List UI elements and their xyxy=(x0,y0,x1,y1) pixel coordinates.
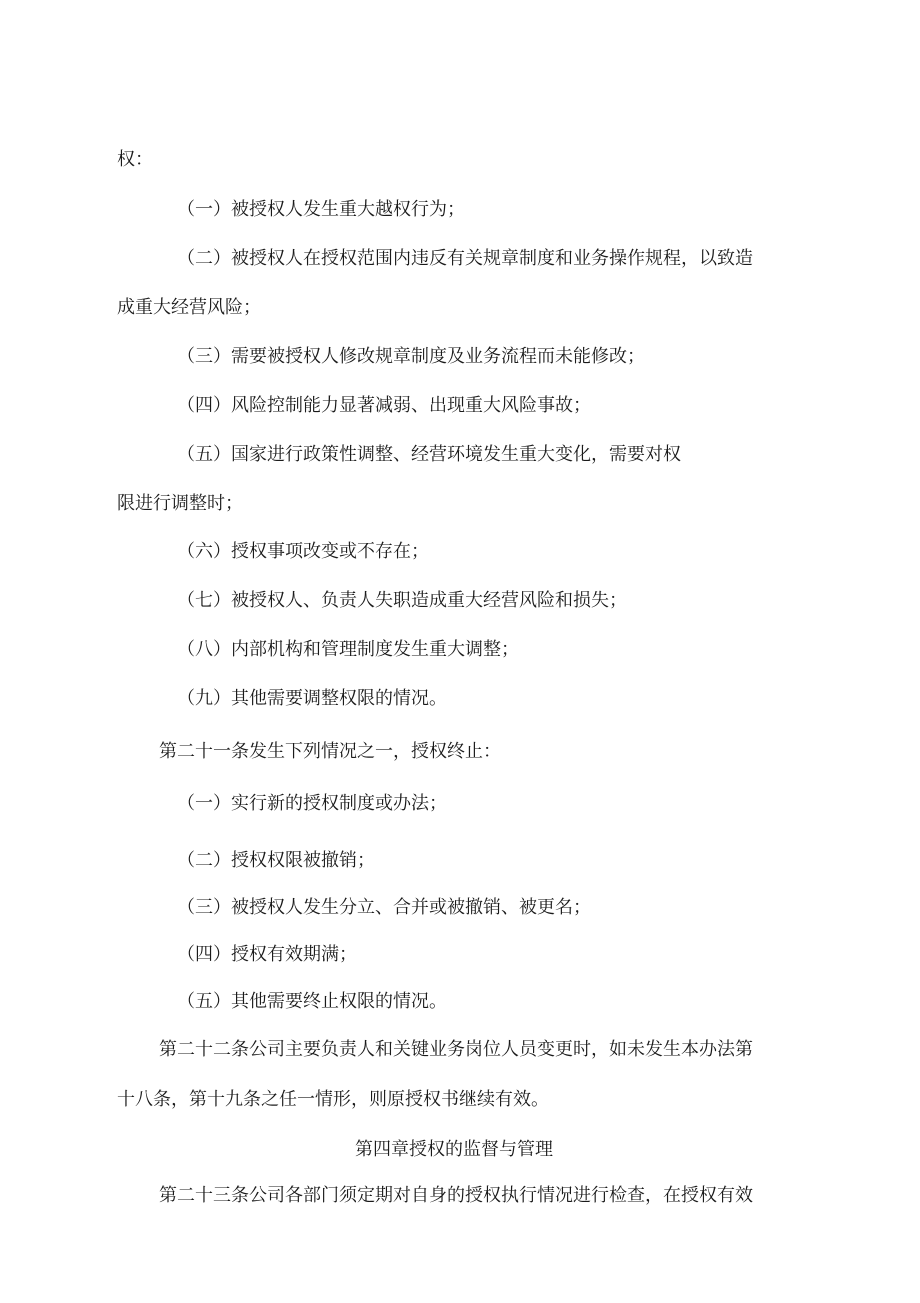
list-item: （七）被授权人、负责人失职造成重大经营风险和损失； xyxy=(177,590,627,611)
list-item: （八）内部机构和管理制度发生重大调整； xyxy=(177,639,519,660)
list-item: （五）国家进行政策性调整、经营环境发生重大变化，需要对权 xyxy=(177,444,681,465)
text-line: 限进行调整时； xyxy=(117,493,243,514)
text-line: 权： xyxy=(117,149,153,170)
list-item: （三）被授权人发生分立、合并或被撤销、被更名； xyxy=(177,897,591,918)
list-item: （四）风险控制能力显著减弱、出现重大风险事故； xyxy=(177,395,591,416)
list-item: （四）授权有效期满； xyxy=(177,944,357,965)
list-item: （三）需要被授权人修改规章制度及业务流程而未能修改； xyxy=(177,346,645,367)
list-item: （六）授权事项改变或不存在； xyxy=(177,541,429,562)
list-item: （二）授权权限被撤销； xyxy=(177,850,375,871)
list-item: （二）被授权人在授权范围内违反有关规章制度和业务操作规程，以致造 xyxy=(177,248,753,269)
article-paragraph: 第二十二条公司主要负责人和关键业务岗位人员变更时，如未发生本办法第 xyxy=(159,1039,753,1060)
list-item: （一）被授权人发生重大越权行为； xyxy=(177,199,465,220)
text-line: 十八条，第十九条之任一情形，则原授权书继续有效。 xyxy=(117,1089,549,1110)
chapter-heading: 第四章授权的监督与管理 xyxy=(355,1139,553,1160)
list-item: （九）其他需要调整权限的情况。 xyxy=(177,688,447,709)
text-line: 成重大经营风险； xyxy=(117,297,261,318)
article-paragraph: 第二十三条公司各部门须定期对自身的授权执行情况进行检查，在授权有效 xyxy=(159,1185,753,1206)
list-item: （五）其他需要终止权限的情况。 xyxy=(177,991,447,1012)
list-item: （一）实行新的授权制度或办法； xyxy=(177,793,447,814)
article-paragraph: 第二十一条发生下列情况之一，授权终止： xyxy=(159,741,501,762)
